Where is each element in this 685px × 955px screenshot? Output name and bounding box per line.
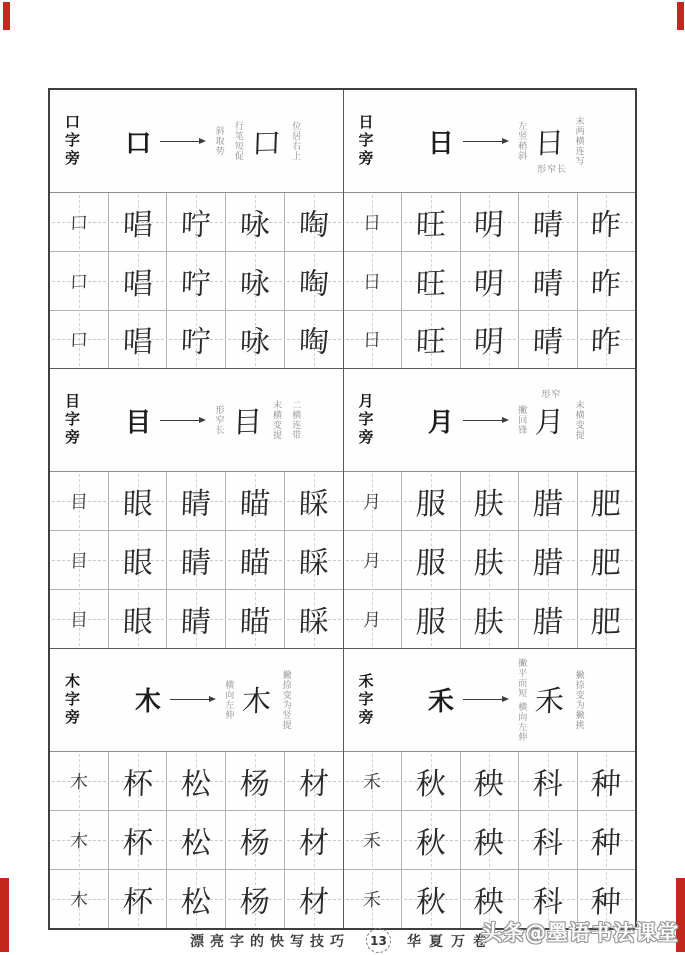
practice-cell bbox=[108, 311, 167, 369]
arrow-right-icon bbox=[160, 420, 204, 421]
practice-cell bbox=[401, 472, 460, 530]
section-mu-eye-radical bbox=[50, 369, 343, 648]
practice-char: 咛 bbox=[180, 207, 212, 244]
practice-char: 啕 bbox=[297, 324, 330, 361]
practice-grid bbox=[50, 471, 343, 647]
practice-cell bbox=[518, 531, 577, 589]
practice-char: 科 bbox=[531, 884, 564, 921]
practice-cell bbox=[460, 252, 519, 310]
practice-row bbox=[344, 530, 636, 589]
practice-char: 服 bbox=[414, 486, 447, 523]
practice-char: 唱 bbox=[121, 207, 154, 244]
practice-cell bbox=[401, 590, 460, 648]
stroke-annotation: 行笔短促 bbox=[232, 121, 243, 161]
publisher-name: 华夏万卷 bbox=[407, 933, 495, 950]
radical-cell bbox=[344, 870, 402, 928]
radical-cell bbox=[50, 811, 108, 869]
practice-char: 材 bbox=[297, 884, 330, 921]
radical-cell bbox=[50, 590, 108, 648]
practice-char: 口 bbox=[69, 330, 89, 352]
practice-cell bbox=[284, 590, 343, 648]
practice-char: 旺 bbox=[414, 266, 447, 303]
practice-char: 昨 bbox=[590, 266, 622, 303]
practice-cell bbox=[401, 193, 460, 251]
radical-demo bbox=[89, 400, 337, 441]
practice-char: 月 bbox=[362, 609, 382, 632]
red-edge-mark-bottom-left bbox=[0, 878, 9, 952]
page-number-badge: 13 bbox=[366, 928, 391, 953]
practice-char: 日 bbox=[362, 271, 382, 293]
practice-cell bbox=[108, 472, 167, 530]
practice-cell bbox=[518, 472, 577, 530]
model-char: 日 bbox=[427, 128, 454, 159]
radical-demo bbox=[383, 389, 630, 441]
practice-char: 秋 bbox=[414, 825, 447, 862]
cursive-char: 木 bbox=[241, 683, 272, 719]
practice-char: 材 bbox=[297, 825, 330, 862]
practice-cell bbox=[518, 193, 577, 251]
practice-char: 肥 bbox=[590, 545, 622, 582]
practice-cell bbox=[225, 311, 284, 369]
practice-grid bbox=[344, 471, 636, 647]
practice-cell bbox=[460, 531, 519, 589]
practice-char: 瞄 bbox=[239, 604, 271, 641]
practice-char: 旺 bbox=[414, 207, 447, 244]
section-header bbox=[344, 649, 636, 751]
radical-label: 日字旁 bbox=[356, 114, 375, 168]
practice-cell bbox=[225, 870, 284, 928]
stroke-annotation: 横向左伸 bbox=[223, 679, 234, 720]
practice-char: 睛 bbox=[180, 604, 212, 641]
practice-char: 眼 bbox=[121, 486, 154, 523]
practice-char: 服 bbox=[414, 545, 447, 582]
practice-row bbox=[50, 810, 343, 869]
stroke-annotation: 形窄长 bbox=[537, 164, 568, 175]
red-edge-mark-top-left bbox=[3, 2, 10, 30]
practice-cell bbox=[166, 752, 225, 810]
radical-cell bbox=[344, 193, 402, 251]
practice-cell bbox=[108, 193, 167, 251]
practice-char: 唱 bbox=[121, 324, 154, 361]
practice-char: 腊 bbox=[531, 486, 564, 523]
practice-row bbox=[344, 310, 636, 369]
radical-cell bbox=[50, 193, 108, 251]
practice-char: 松 bbox=[180, 825, 212, 862]
practice-char: 目 bbox=[69, 550, 89, 573]
practice-row bbox=[50, 251, 343, 310]
series-title: 漂亮字的快写技巧 bbox=[190, 933, 350, 950]
cursive-char: 月 bbox=[534, 404, 565, 440]
practice-cell bbox=[225, 590, 284, 648]
practice-char: 睬 bbox=[297, 604, 330, 641]
practice-char: 眼 bbox=[121, 545, 154, 582]
practice-cell bbox=[166, 531, 225, 589]
practice-cell bbox=[166, 590, 225, 648]
practice-row bbox=[50, 193, 343, 251]
practice-cell bbox=[577, 752, 636, 810]
stroke-annotation: 左竖稍斜 bbox=[516, 121, 527, 161]
stroke-annotation: 形窄 bbox=[541, 389, 562, 400]
section-yue-radical bbox=[343, 369, 636, 648]
cursive-char: 日 bbox=[534, 125, 565, 160]
practice-cell bbox=[577, 472, 636, 530]
practice-char: 秋 bbox=[414, 766, 447, 803]
practice-char: 禾 bbox=[362, 830, 382, 853]
section-header bbox=[50, 369, 343, 471]
cursive-demo bbox=[534, 121, 568, 175]
practice-char: 秧 bbox=[473, 884, 505, 921]
practice-cell bbox=[108, 811, 167, 869]
stroke-annotation: 位居右上 bbox=[290, 121, 301, 161]
practice-cell bbox=[284, 752, 343, 810]
practice-char: 松 bbox=[180, 766, 212, 803]
practice-char: 腊 bbox=[531, 604, 564, 641]
practice-char: 肤 bbox=[473, 545, 505, 582]
practice-char: 日 bbox=[362, 212, 382, 235]
radical-cell bbox=[344, 252, 402, 310]
practice-char: 种 bbox=[590, 884, 622, 921]
practice-char: 晴 bbox=[531, 266, 564, 303]
practice-cell bbox=[577, 311, 636, 369]
arrow-right-icon bbox=[160, 141, 204, 142]
practice-row bbox=[50, 589, 343, 648]
copybook-page bbox=[48, 88, 637, 930]
practice-row bbox=[344, 752, 636, 810]
practice-row bbox=[50, 530, 343, 589]
practice-char: 松 bbox=[180, 884, 212, 921]
practice-cell bbox=[518, 811, 577, 869]
practice-char: 肥 bbox=[590, 486, 622, 523]
practice-cell bbox=[518, 311, 577, 369]
radical-cell bbox=[344, 590, 402, 648]
practice-cell bbox=[460, 311, 519, 369]
practice-cell bbox=[225, 472, 284, 530]
practice-char: 旺 bbox=[414, 324, 447, 361]
practice-cell bbox=[284, 811, 343, 869]
section-kou-radical bbox=[50, 90, 343, 369]
practice-row bbox=[344, 193, 636, 251]
section-header bbox=[50, 90, 343, 192]
practice-char: 瞄 bbox=[239, 486, 271, 523]
practice-cell bbox=[225, 811, 284, 869]
practice-char: 禾 bbox=[362, 889, 382, 912]
practice-char: 禾 bbox=[362, 771, 382, 794]
practice-cell bbox=[166, 472, 225, 530]
practice-cell bbox=[460, 193, 519, 251]
practice-cell bbox=[460, 811, 519, 869]
practice-char: 瞄 bbox=[239, 545, 271, 582]
practice-cell bbox=[460, 472, 519, 530]
practice-cell bbox=[460, 590, 519, 648]
practice-char: 唱 bbox=[121, 266, 154, 303]
practice-row bbox=[344, 251, 636, 310]
practice-row bbox=[344, 472, 636, 530]
practice-cell bbox=[401, 752, 460, 810]
practice-char: 眼 bbox=[121, 604, 154, 641]
practice-char: 种 bbox=[590, 766, 622, 803]
practice-char: 腊 bbox=[531, 545, 564, 582]
practice-char: 咛 bbox=[180, 266, 212, 303]
practice-char: 咏 bbox=[239, 324, 271, 361]
practice-char: 月 bbox=[362, 491, 382, 514]
radical-cell bbox=[344, 752, 402, 810]
practice-char: 咛 bbox=[180, 324, 212, 361]
practice-cell bbox=[225, 531, 284, 589]
practice-grid bbox=[344, 751, 636, 928]
practice-row bbox=[50, 752, 343, 810]
cursive-char: 禾 bbox=[534, 683, 565, 719]
practice-cell bbox=[225, 252, 284, 310]
practice-char: 肥 bbox=[590, 604, 622, 641]
practice-char: 肤 bbox=[473, 604, 505, 641]
arrow-right-icon bbox=[463, 420, 507, 421]
radical-cell bbox=[344, 531, 402, 589]
practice-cell bbox=[577, 531, 636, 589]
practice-char: 口 bbox=[69, 212, 89, 235]
cursive-char: 口 bbox=[251, 125, 282, 160]
practice-char: 杯 bbox=[121, 884, 154, 921]
practice-char: 昨 bbox=[590, 207, 622, 244]
practice-char: 木 bbox=[69, 830, 89, 853]
radical-demo bbox=[383, 658, 630, 742]
practice-row bbox=[50, 472, 343, 530]
practice-grid bbox=[344, 192, 636, 368]
section-he-radical bbox=[343, 649, 636, 928]
radical-cell bbox=[344, 811, 402, 869]
section-mu-wood-radical bbox=[50, 649, 343, 928]
practice-char: 杨 bbox=[239, 766, 271, 803]
section-header bbox=[344, 90, 636, 192]
practice-char: 口 bbox=[69, 271, 89, 293]
radical-label: 月字旁 bbox=[356, 393, 375, 448]
practice-char: 秋 bbox=[414, 884, 447, 921]
practice-char: 木 bbox=[69, 771, 89, 794]
practice-char: 晴 bbox=[531, 324, 564, 361]
practice-char: 咏 bbox=[239, 266, 271, 303]
practice-cell bbox=[401, 311, 460, 369]
practice-cell bbox=[225, 193, 284, 251]
practice-char: 材 bbox=[297, 766, 330, 803]
model-char: 目 bbox=[125, 407, 152, 438]
radical-cell bbox=[50, 311, 108, 369]
practice-row bbox=[50, 310, 343, 369]
practice-char: 秧 bbox=[473, 825, 505, 862]
stroke-annotation: 撇捺变为竖提 bbox=[280, 669, 291, 730]
practice-cell bbox=[284, 193, 343, 251]
cursive-char: 目 bbox=[231, 404, 263, 440]
practice-cell bbox=[284, 531, 343, 589]
stroke-annotation: 斜取势 bbox=[213, 126, 224, 156]
watermark-text: 头条@墨语书法课堂 bbox=[481, 921, 679, 945]
practice-cell bbox=[108, 870, 167, 928]
practice-cell bbox=[577, 252, 636, 310]
practice-cell bbox=[108, 531, 167, 589]
stroke-annotation: 撇回锋 bbox=[516, 405, 527, 436]
practice-char: 木 bbox=[69, 889, 89, 912]
practice-cell bbox=[401, 870, 460, 928]
practice-char: 肤 bbox=[473, 486, 505, 523]
practice-cell bbox=[577, 811, 636, 869]
radical-demo bbox=[89, 670, 337, 730]
radical-label: 口字旁 bbox=[63, 114, 81, 168]
practice-cell bbox=[284, 311, 343, 369]
practice-cell bbox=[401, 531, 460, 589]
practice-row bbox=[344, 810, 636, 869]
practice-char: 啕 bbox=[297, 266, 330, 303]
model-char: 口 bbox=[125, 128, 152, 159]
stroke-annotation: 末横变提 bbox=[573, 400, 584, 441]
practice-char: 啕 bbox=[297, 207, 330, 244]
practice-cell bbox=[166, 311, 225, 369]
practice-cell bbox=[401, 252, 460, 310]
practice-char: 昨 bbox=[590, 324, 622, 361]
practice-cell bbox=[284, 252, 343, 310]
radical-cell bbox=[344, 311, 402, 369]
practice-char: 睛 bbox=[180, 545, 212, 582]
practice-cell bbox=[108, 590, 167, 648]
radical-cell bbox=[344, 472, 402, 530]
practice-grid bbox=[50, 192, 343, 368]
practice-cell bbox=[401, 811, 460, 869]
section-ri-radical bbox=[343, 90, 636, 369]
annotation-stack bbox=[516, 658, 526, 742]
practice-char: 咏 bbox=[239, 207, 271, 244]
practice-char: 杨 bbox=[239, 825, 271, 862]
radical-cell bbox=[50, 252, 108, 310]
practice-char: 日 bbox=[362, 330, 382, 352]
cursive-demo bbox=[534, 389, 565, 441]
arrow-right-icon bbox=[463, 141, 507, 142]
practice-char: 杨 bbox=[239, 884, 271, 921]
practice-char: 科 bbox=[531, 825, 564, 862]
practice-cell bbox=[284, 870, 343, 928]
practice-char: 服 bbox=[414, 604, 447, 641]
practice-cell bbox=[166, 811, 225, 869]
practice-cell bbox=[166, 252, 225, 310]
practice-cell bbox=[518, 752, 577, 810]
model-char: 木 bbox=[134, 687, 161, 718]
practice-cell bbox=[166, 193, 225, 251]
practice-cell bbox=[577, 193, 636, 251]
radical-cell bbox=[50, 752, 108, 810]
stroke-annotation: 二横连带 bbox=[290, 400, 301, 441]
stroke-annotation: 撇平而短 bbox=[516, 657, 527, 698]
practice-grid bbox=[50, 751, 343, 928]
model-char: 月 bbox=[427, 407, 454, 438]
stroke-annotation: 撇捺变为撇挑 bbox=[573, 669, 584, 730]
radical-label: 禾字旁 bbox=[356, 672, 375, 727]
practice-cell bbox=[108, 752, 167, 810]
practice-cell bbox=[518, 252, 577, 310]
stroke-annotation: 末两横连写 bbox=[573, 116, 584, 166]
practice-char: 秧 bbox=[473, 766, 505, 803]
stroke-annotation: 形窄长 bbox=[213, 405, 224, 436]
practice-cell bbox=[284, 472, 343, 530]
practice-char: 月 bbox=[362, 550, 382, 573]
practice-cell bbox=[108, 252, 167, 310]
radical-label: 木字旁 bbox=[63, 672, 81, 727]
practice-cell bbox=[166, 870, 225, 928]
radical-demo bbox=[383, 116, 630, 175]
practice-cell bbox=[518, 590, 577, 648]
practice-char: 杯 bbox=[121, 825, 154, 862]
arrow-right-icon bbox=[463, 699, 507, 700]
practice-char: 杯 bbox=[121, 766, 154, 803]
practice-cell bbox=[577, 590, 636, 648]
practice-char: 种 bbox=[590, 825, 622, 862]
practice-char: 睬 bbox=[297, 486, 330, 523]
radical-demo bbox=[89, 121, 337, 162]
practice-cell bbox=[460, 752, 519, 810]
practice-char: 明 bbox=[473, 207, 505, 244]
practice-char: 科 bbox=[531, 766, 564, 803]
radical-label: 目字旁 bbox=[63, 393, 81, 448]
stroke-annotation: 横向左伸 bbox=[516, 701, 527, 742]
section-header bbox=[344, 369, 636, 471]
practice-row bbox=[344, 589, 636, 648]
stroke-annotation: 末横变提 bbox=[270, 400, 281, 441]
practice-char: 睬 bbox=[297, 545, 330, 582]
practice-char: 睛 bbox=[180, 486, 212, 523]
red-edge-mark-top-right bbox=[677, 2, 684, 30]
practice-char: 明 bbox=[473, 324, 505, 361]
section-header bbox=[50, 649, 343, 751]
practice-char: 晴 bbox=[531, 207, 564, 244]
practice-char: 目 bbox=[69, 609, 89, 632]
radical-cell bbox=[50, 531, 108, 589]
arrow-right-icon bbox=[170, 699, 214, 700]
practice-cell bbox=[225, 752, 284, 810]
practice-char: 明 bbox=[473, 266, 505, 303]
model-char: 禾 bbox=[427, 687, 454, 718]
practice-row bbox=[50, 869, 343, 928]
practice-char: 目 bbox=[69, 491, 89, 514]
radical-cell bbox=[50, 870, 108, 928]
radical-cell bbox=[50, 472, 108, 530]
